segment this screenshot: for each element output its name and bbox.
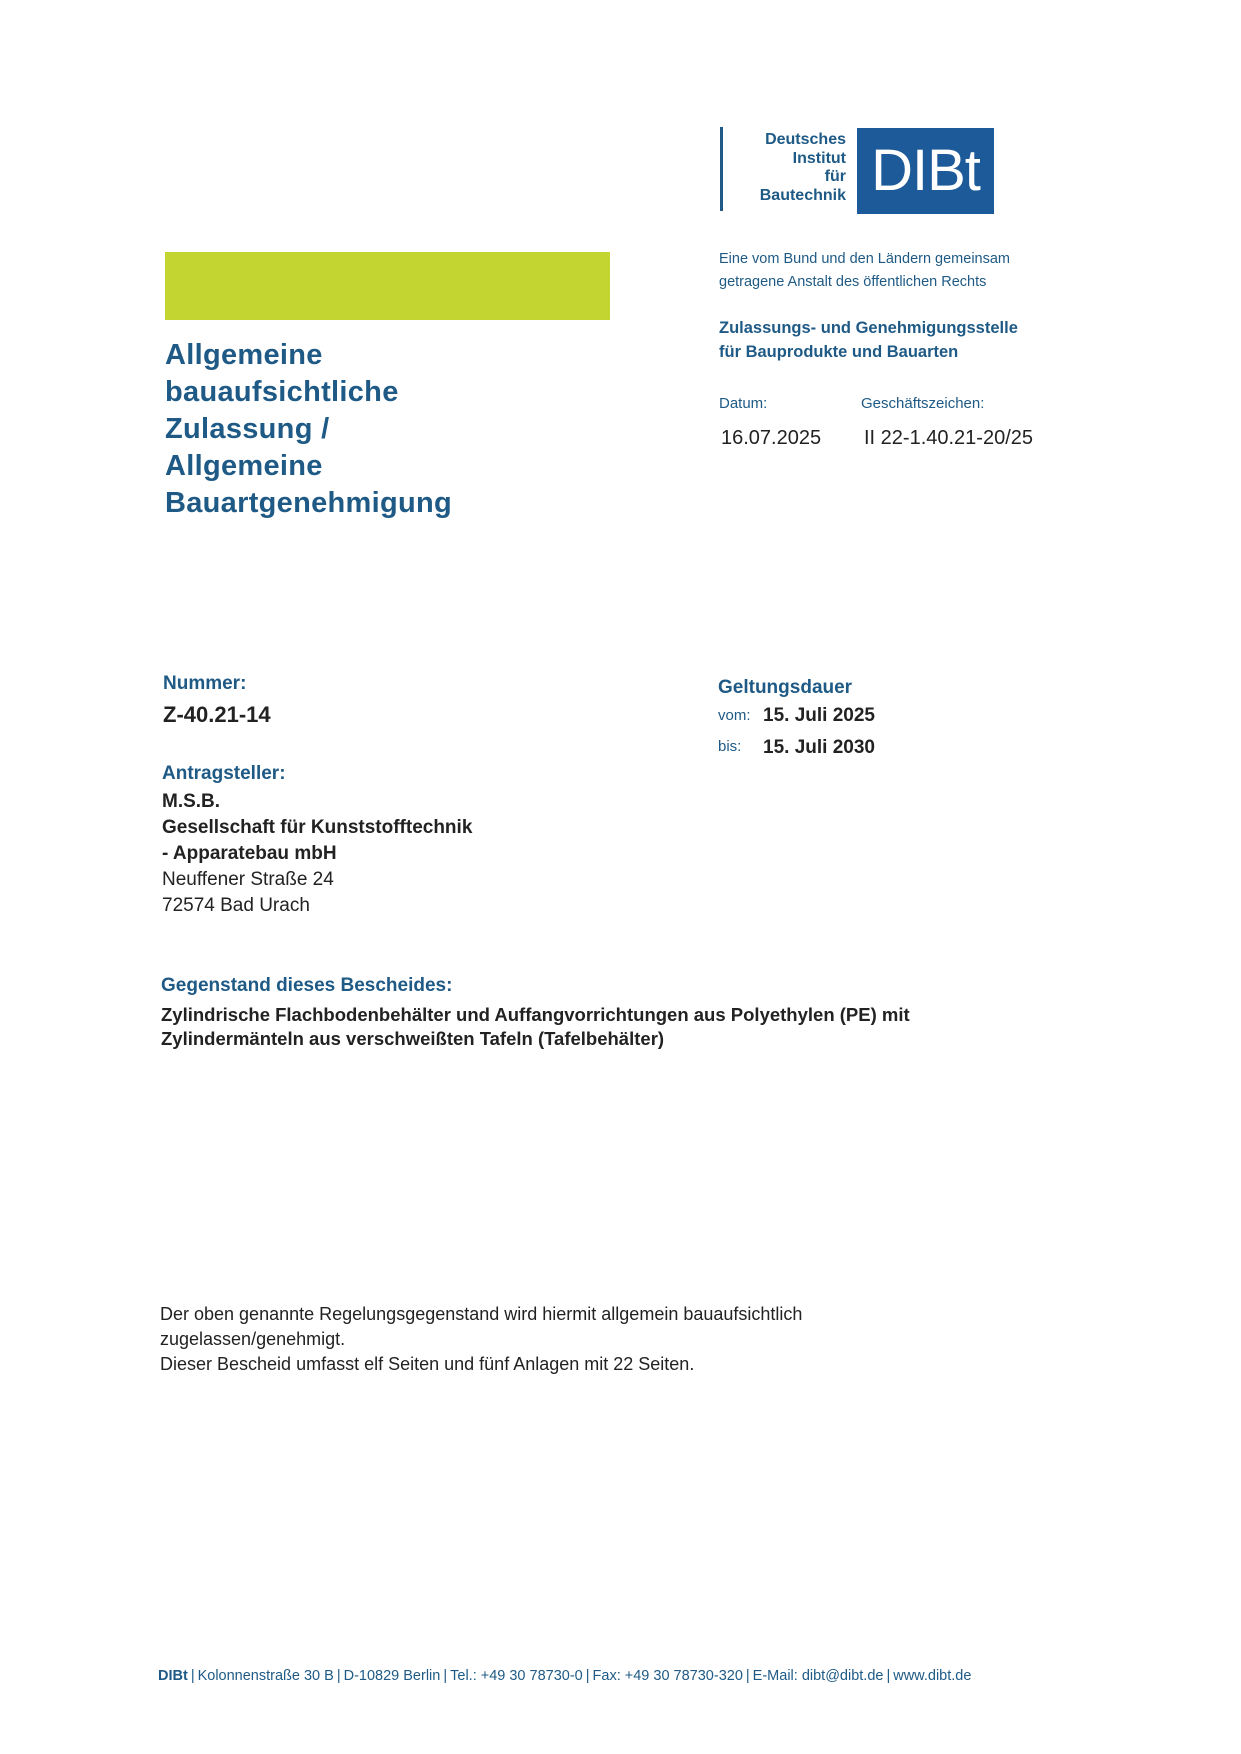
validity-from-label: vom:	[718, 707, 751, 724]
applicant-name-line: Gesellschaft für Kunststofftechnik	[162, 817, 473, 838]
subject-line: Zylindermänteln aus verschweißten Tafeln (Tafelbehälter)	[161, 1028, 665, 1049]
applicant-address	[162, 789, 472, 919]
footer-email[interactable]: E-Mail: dibt@dibt.de	[752, 1668, 884, 1684]
title-line: Allgemeine	[165, 339, 323, 371]
institute-name-line: Institut	[792, 149, 846, 167]
body-line: Dieser Bescheid umfasst elf Seiten und fünf Anlagen mit 22 Seiten.	[160, 1354, 695, 1374]
validity-to-value: 15. Juli 2030	[763, 737, 875, 758]
institution-description	[719, 248, 1010, 294]
subject-label: Gegenstand dieses Bescheides:	[161, 975, 453, 996]
description-line: getragene Anstalt des öffentlichen Rechts	[719, 274, 987, 290]
footer-web[interactable]: www.dibt.de	[893, 1668, 972, 1684]
applicant-city: 72574 Bad Urach	[162, 895, 310, 916]
footer: DIBt | Kolonnenstraße 30 B | D-10829 Berlin | Tel.: +49 30 78730-0 | Fax: +49 30 78730-320 | E-Mail: dibt@dibt.de | www.dibt.de	[158, 1668, 972, 1684]
subject-text	[161, 1003, 910, 1051]
office-line: für Bauprodukte und Bauarten	[719, 343, 959, 361]
validity-label: Geltungsdauer	[718, 677, 853, 698]
applicant-name-line: M.S.B.	[162, 791, 221, 812]
title-line: Allgemeine	[165, 450, 323, 482]
institute-name-line: Bautechnik	[759, 186, 846, 204]
applicant-label: Antragsteller:	[162, 763, 286, 784]
institute-name-line: für	[824, 168, 846, 185]
green-highlight-bar	[165, 252, 610, 320]
number-label: Nummer:	[163, 673, 247, 694]
title-line: Zulassung /	[165, 413, 330, 445]
reference-value: II 22-1.40.21-20/25	[864, 427, 1034, 449]
title-line: bauaufsichtliche	[165, 376, 399, 408]
footer-postal: D-10829 Berlin	[343, 1668, 441, 1684]
validity-to-label: bis:	[718, 738, 742, 755]
date-label: Datum:	[719, 395, 768, 412]
body-line: zugelassen/genehmigt.	[160, 1329, 346, 1349]
office-name	[719, 316, 1018, 364]
office-line: Zulassungs- und Genehmigungsstelle	[719, 319, 1018, 337]
footer-fax: Fax: +49 30 78730-320	[592, 1668, 743, 1684]
subject-line: Zylindrische Flachbodenbehälter und Auffangvorrichtungen aus Polyethylen (PE) mit	[161, 1004, 910, 1025]
body-text	[160, 1302, 802, 1377]
applicant-street: Neuffener Straße 24	[162, 869, 334, 890]
description-line: Eine vom Bund und den Ländern gemeinsam	[719, 251, 1010, 267]
institute-name	[700, 131, 846, 205]
applicant-name-line: - Apparatebau mbH	[162, 843, 337, 864]
validity-from-value: 15. Juli 2025	[763, 705, 875, 726]
footer-address: Kolonnenstraße 30 B	[197, 1668, 334, 1684]
reference-label: Geschäftszeichen:	[861, 395, 985, 412]
date-value: 16.07.2025	[721, 427, 822, 449]
footer-org: DIBt	[158, 1668, 188, 1684]
footer-phone: Tel.: +49 30 78730-0	[450, 1668, 583, 1684]
title-line: Bauartgenehmigung	[165, 487, 453, 519]
body-line: Der oben genannte Regelungsgegenstand wird hiermit allgemein bauaufsichtlich	[160, 1304, 803, 1324]
number-value: Z-40.21-14	[163, 702, 271, 727]
dibt-logo: DIBt	[857, 128, 994, 214]
institute-name-line: Deutsches	[765, 131, 846, 148]
document-title	[165, 337, 452, 522]
